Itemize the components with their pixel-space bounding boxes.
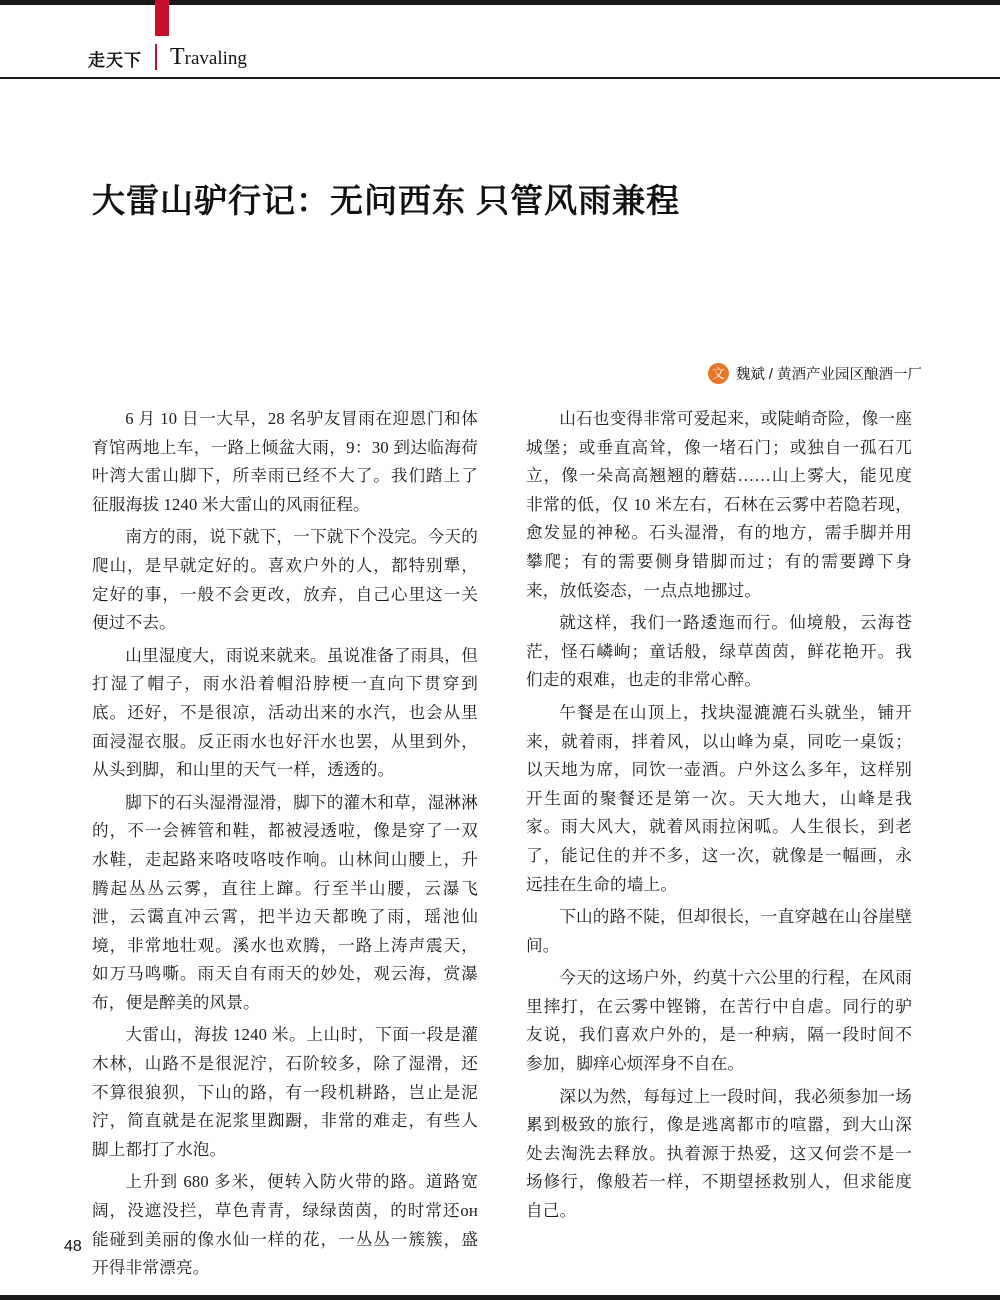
paragraph: 山里湿度大，雨说来就来。虽说准备了雨具，但打湿了帽子，雨水沿着帽沿脖梗一直向下贯穿到底。还好，不是很凉，活动出来的水汽，也会从里面浸湿衣服。反正雨水也好汗水也罢，从里到外，从头到脚，和山里的天气一样，透透的。 bbox=[92, 645, 478, 780]
byline-author: 魏斌 / 黄酒产业园区酿酒一厂 bbox=[735, 367, 922, 383]
paragraph: 大雷山，海拔 1240 米。上山时，下面一段是灌木林，山路不是很泥泞，石阶较多，除了湿滑，还不算很狼狈，下山的路，有一段机耕路，岂止是泥泞，简直就是在泥浆里踟蹰，非常的难走，有些人脚上都打了水泡。 bbox=[92, 1025, 478, 1159]
section-label-en bbox=[170, 44, 247, 71]
section-accent-tab bbox=[155, 0, 169, 36]
header-divider bbox=[155, 44, 157, 70]
top-rule bbox=[0, 0, 1000, 5]
paragraph: 深以为然，每每过上一段时间，我必须参加一场累到极致的旅行，像是逃离都市的喧嚣，到大山深处去淘洗去释放。执着源于热爱，这又何尝不是一场修行，像般若一样，不期望拯救别人，但求能度自己。 bbox=[526, 1086, 912, 1221]
paragraph: 脚下的石头湿滑湿滑，脚下的灌木和草，湿淋淋的，不一会裤管和鞋，都被浸透啦，像是穿了一双水鞋，走起路来咯吱咯吱作响。山林间山腰上，升腾起丛丛云雾，直往上蹿。行至半山腰，云瀑飞泄，云霭直冲云霄，把半边天都晚了雨，瑶池仙境，非常地壮观。溪水也欢腾，一路上涛声震天，如万马鸣嘶。雨天自有雨天的妙处，观云海，赏瀑布，便是醉美的风景。 bbox=[92, 792, 478, 1012]
article-body bbox=[92, 405, 912, 1278]
byline bbox=[708, 363, 922, 384]
page-header bbox=[0, 36, 1000, 74]
bottom-rule bbox=[0, 1295, 1000, 1300]
section-label-cn: 走天下 bbox=[88, 51, 142, 70]
section-label-en-initial: T bbox=[170, 44, 185, 70]
section-label-en-rest: ravaling bbox=[184, 48, 247, 69]
paragraph: 上升到 680 多米，便转入防火带的路。道路宽阔，没遮没拦，草色青青，绿绿茵茵，的时常还он能碰到美丽的像水仙一样的花，一丛丛一簇簇，盛开得非常漂亮。 bbox=[92, 1172, 478, 1278]
paragraph: 今天的这场户外，约莫十六公里的行程，在风雨里摔打，在云雾中铿锵，在苦行中自虐。同行的驴友说，我们喜欢户外的，是一种病，隔一段时间不参加，脚痒心烦浑身不自在。 bbox=[526, 968, 912, 1074]
paragraph: 南方的雨，说下就下，一下就下个没完。今天的爬山，是早就定好的。喜欢户外的人，都特别犟，定好的事，一般不会更改，放弃，自己心里这一关便过不去。 bbox=[92, 527, 478, 633]
byline-badge-icon: 文 bbox=[708, 363, 729, 384]
article-title: 大雷山驴行记：无问西东 只管风雨兼程 bbox=[92, 182, 681, 219]
header-bottom-rule bbox=[0, 77, 1000, 79]
paragraph: 下山的路不陡，但却很长，一直穿越在山谷崖壁间。 bbox=[526, 907, 912, 955]
paragraph: 午餐是在山顶上，找块湿漉漉石头就坐，铺开来，就着雨，拌着风，以山峰为桌，同吃一桌饭；以天地为席，同饮一壶酒。户外这么多年，这样别开生面的聚餐还是第一次。天大地大，山峰是我家。雨大风大，就着风雨拉闲呱。人生很长，到老了，能记住的并不多，这一次，就像是一幅画，永远挂在生命的墙上。 bbox=[526, 702, 912, 894]
column-left bbox=[92, 405, 478, 1278]
paragraph: 就这样，我们一路逶迤而行。仙境般，云海苍茫，怪石嶙峋；童话般，绿草茵茵，鲜花艳开。我们走的艰难，也走的非常心醉。 bbox=[526, 613, 912, 690]
page-number: 48 bbox=[64, 1238, 82, 1255]
paragraph: 6 月 10 日一大早，28 名驴友冒雨在迎恩门和体育馆两地上车，一路上倾盆大雨，9：30 到达临海荷叶湾大雷山脚下，所幸雨已经不大了。我们踏上了征服海拔 1240 米大雷山的风雨征程。 bbox=[92, 409, 478, 514]
column-right bbox=[526, 405, 912, 1221]
paragraph: 山石也变得非常可爱起来，或陡峭奇险，像一座城堡；或垂直高耸，像一堵石门；或独自一孤石兀立，像一朵高高翘翘的蘑菇……山上雾大，能见度非常的低，仅 10 米左右，石林在云雾中若隐若现，愈发显的神秘。石头湿滑，有的地方，需手脚并用攀爬；有的需要侧身错脚而过；有的需要蹲下身来，放低姿态，一点点地挪过。 bbox=[526, 409, 912, 600]
